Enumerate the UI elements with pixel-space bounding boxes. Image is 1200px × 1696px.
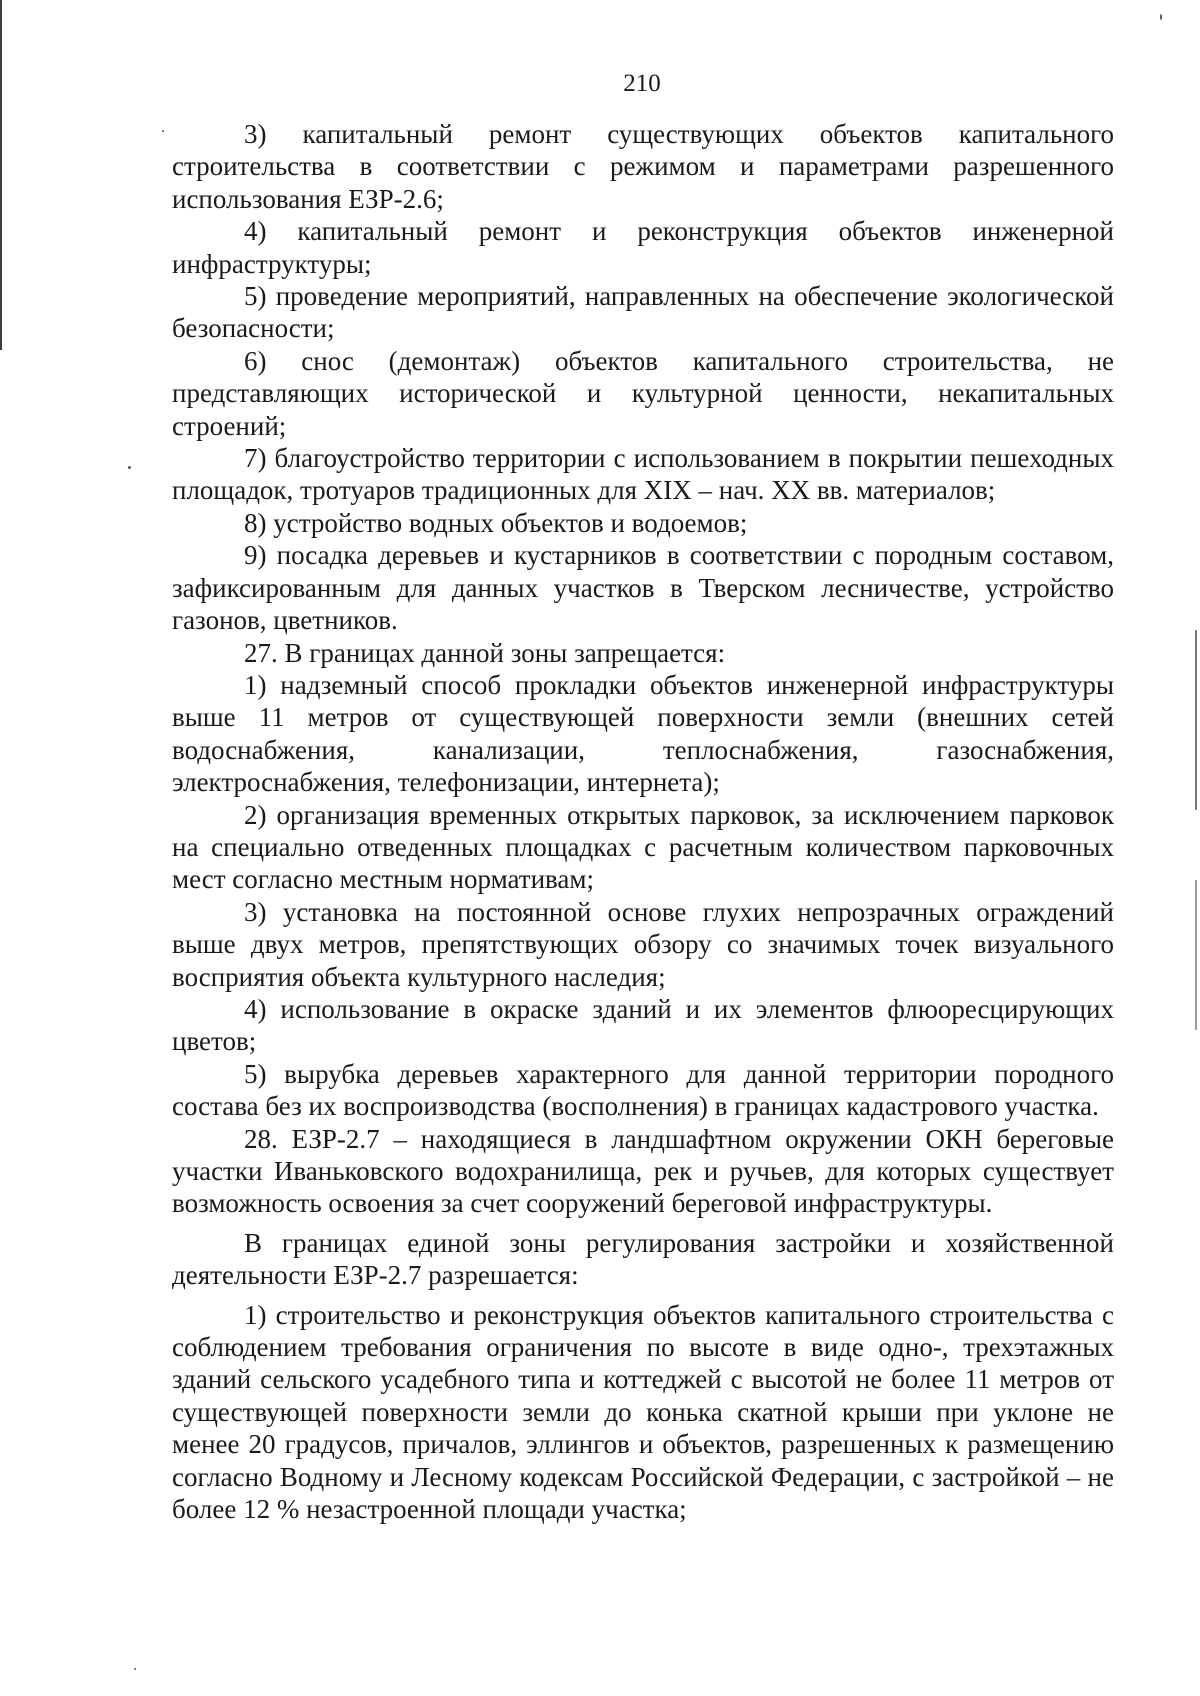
paragraph: 2) организация временных открытых парковок, за исключением парковок на специально отведенных площадках с расчетным количеством парковочных мест согласно местным нормативам; [172,799,1114,895]
paragraph: 27. В границах данной зоны запрещается: [244,637,726,668]
scan-edge-line-right-upper [1195,630,1197,810]
scan-speck [134,1668,136,1670]
paragraph: 1) надземный способ прокладки объектов инженерной инфраструктуры выше 11 метров от существующей поверхности земли (внешних сетей водоснабжения, канализации, теплоснабжения, газоснабжения, электроснабжения, телефонизации, интернета); [172,669,1114,798]
scan-speck [1160,14,1162,20]
paragraph: 4) использование в окраске зданий и их элементов флюоресцирующих цветов; [172,993,1114,1057]
paragraph: 3) капитальный ремонт существующих объектов капитального строительства в соответствии с режимом и параметрами разрешенного использования ЕЗР-2.6; [172,119,1114,214]
paragraph: 7) благоустройство территории с использованием в покрытии пешеходных площадок, тротуаров традиционных для XIX – нач. XX вв. материалов; [172,443,1114,506]
paragraph: 6) снос (демонтаж) объектов капитального строительства, не представляющих исторической и культурной ценности, некапитальных строений; [172,345,1114,441]
paragraph: 4) капитальный ремонт и реконструкция объектов инженерной инфраструктуры; [172,216,1114,279]
scan-speck [162,130,164,132]
paragraph: 28. ЕЗР-2.7 – находящиеся в ландшафтном окружении ОКН береговые участки Иваньковского водохранилища, рек и ручьев, для которых существует возможность освоения за счет сооружений береговой инфраструктуры. [172,1123,1114,1219]
scan-edge-line-right-lower [1195,880,1197,1030]
scan-edge-line-left [0,0,2,350]
paragraph: 8) устройство водных объектов и водоемов; [244,507,748,538]
paragraph: 5) проведение мероприятий, направленных на обеспечение экологической безопасности; [172,281,1114,344]
paragraph: 1) строительство и реконструкция объектов капитального строительства с соблюдением требования ограничения по высоте в виде одно-, трехэтажных зданий сельского усадебного типа и коттеджей с высотой не более 11 метров от существующей поверхности земли до конька скатной крыши при уклоне не менее 20 градусов, причалов, эллингов и объектов, разрешенных к размещению согласно Водному и Лесному кодексам Российской Федерации, с застройкой – не более 12 % незастроенной площади участка; [172,1299,1114,1525]
paragraph: 3) установка на постоянной основе глухих непрозрачных ограждений выше двух метров, препятствующих обзору со значимых точек визуального восприятия объекта культурного наследия; [172,896,1114,992]
paragraph: 9) посадка деревьев и кустарников в соответствии с породным составом, зафиксированным для данных участков в Тверском лесничестве, устройство газонов, цветников. [172,540,1114,636]
document-body [172,118,1114,1525]
paragraph: 5) вырубка деревьев характерного для данной территории породного состава без их воспроизводства (восполнения) в границах кадастрового участка. [172,1058,1114,1122]
scan-speck [128,466,131,469]
page-number: 210 [623,70,661,97]
paragraph: В границах единой зоны регулирования застройки и хозяйственной деятельности ЕЗР-2.7 разрешается: [172,1227,1114,1291]
